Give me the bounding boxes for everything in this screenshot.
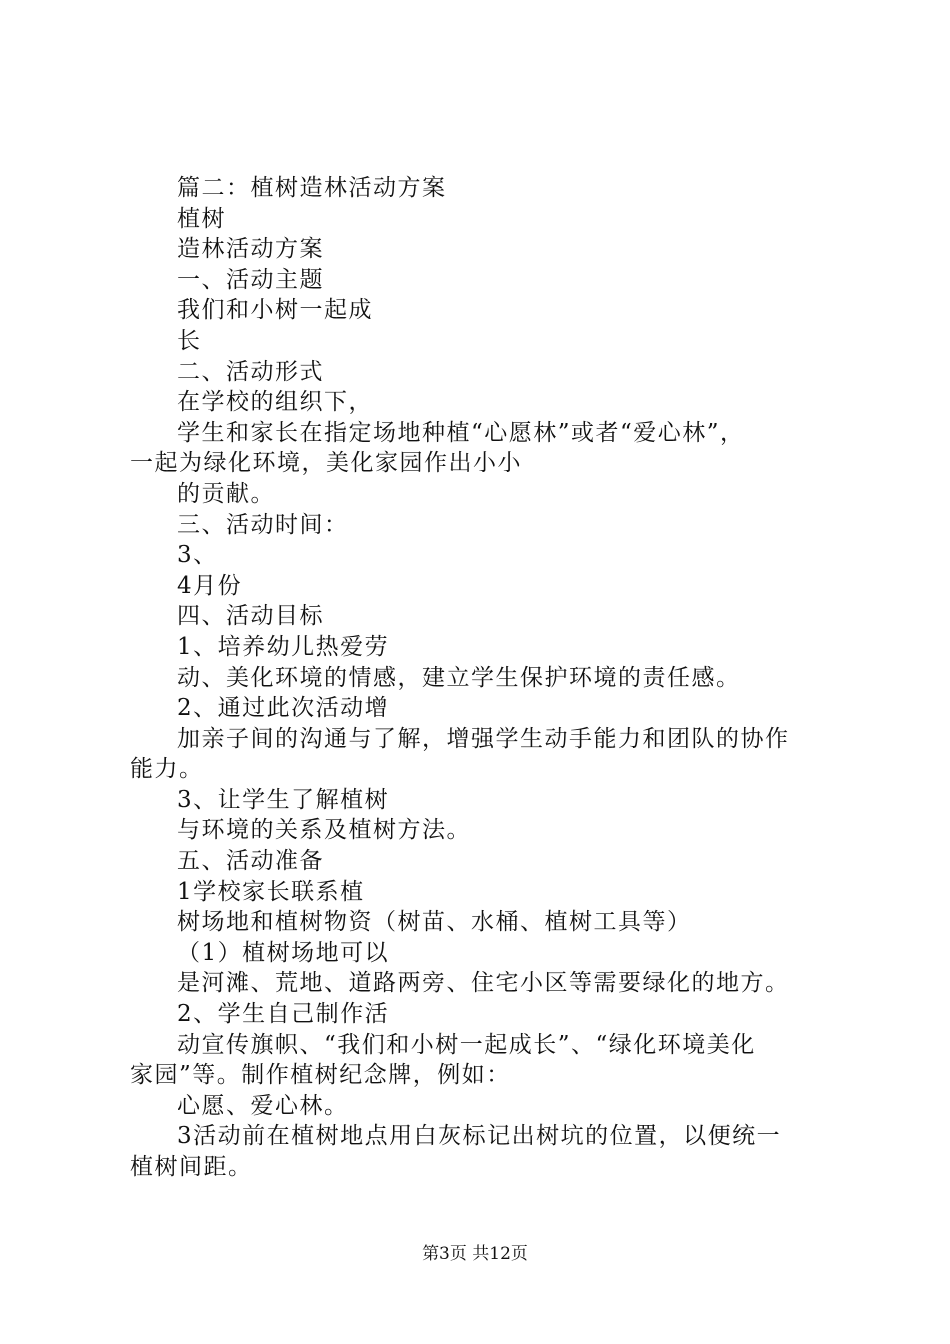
text-line: 三、活动时间： [177,511,349,538]
text-line: 长 [177,327,202,354]
text-line: 动宣传旗帜、“我们和小树一起成长”、“绿化环境美化 [177,1031,756,1058]
text-line: 与环境的关系及植树方法。 [177,817,471,844]
page-footer: 第3页 共12页 [422,1244,528,1264]
text-line: 篇二：植树造林活动方案 [177,175,447,201]
text-line: 3活动前在植树地点用白灰标记出树坑的位置，以便统一 [177,1123,782,1150]
text-line: 1学校家长联系植 [177,878,365,905]
text-line: 心愿、爱心林。 [177,1092,349,1119]
text-line: 3、 [177,542,218,569]
text-line: 二、活动形式 [177,358,324,385]
text-line: 的贡献。 [177,480,275,507]
text-line: 我们和小树一起成 [177,297,373,324]
text-line: 2、学生自己制作活 [177,1001,390,1028]
text-line: 加亲子间的沟通与了解，增强学生动手能力和团队的协作 [177,725,790,752]
text-line: 能力。 [130,756,204,783]
text-line: 植树 [177,205,226,232]
text-line: 3、让学生了解植树 [177,786,390,813]
text-line: 4月份 [177,572,243,599]
text-line: 学生和家长在指定场地种植“心愿林”或者“爱心林”， [177,419,745,446]
text-line: 四、活动目标 [177,603,324,630]
text-line: 五、活动准备 [177,848,324,875]
text-line: 植树间距。 [130,1154,253,1180]
text-line: 在学校的组织下， [177,389,373,416]
text-line: 动、美化环境的情感，建立学生保护环境的责任感。 [177,664,741,691]
text-line: 一起为绿化环境，美化家园作出小小 [130,450,522,477]
document-body [130,173,840,1183]
text-line: 2、通过此次活动增 [177,695,390,722]
text-line: 1、培养幼儿热爱劳 [177,633,390,660]
text-line: 造林活动方案 [177,236,324,263]
text-line: 树场地和植树物资（树苗、水桶、植树工具等） [177,909,692,936]
text-line: （1）植树场地可以 [177,939,390,966]
text-line: 是河滩、荒地、道路两旁、住宅小区等需要绿化的地方。 [177,970,790,997]
text-line: 一、活动主题 [177,266,324,293]
text-line: 家园”等。制作植树纪念牌，例如： [130,1062,511,1089]
